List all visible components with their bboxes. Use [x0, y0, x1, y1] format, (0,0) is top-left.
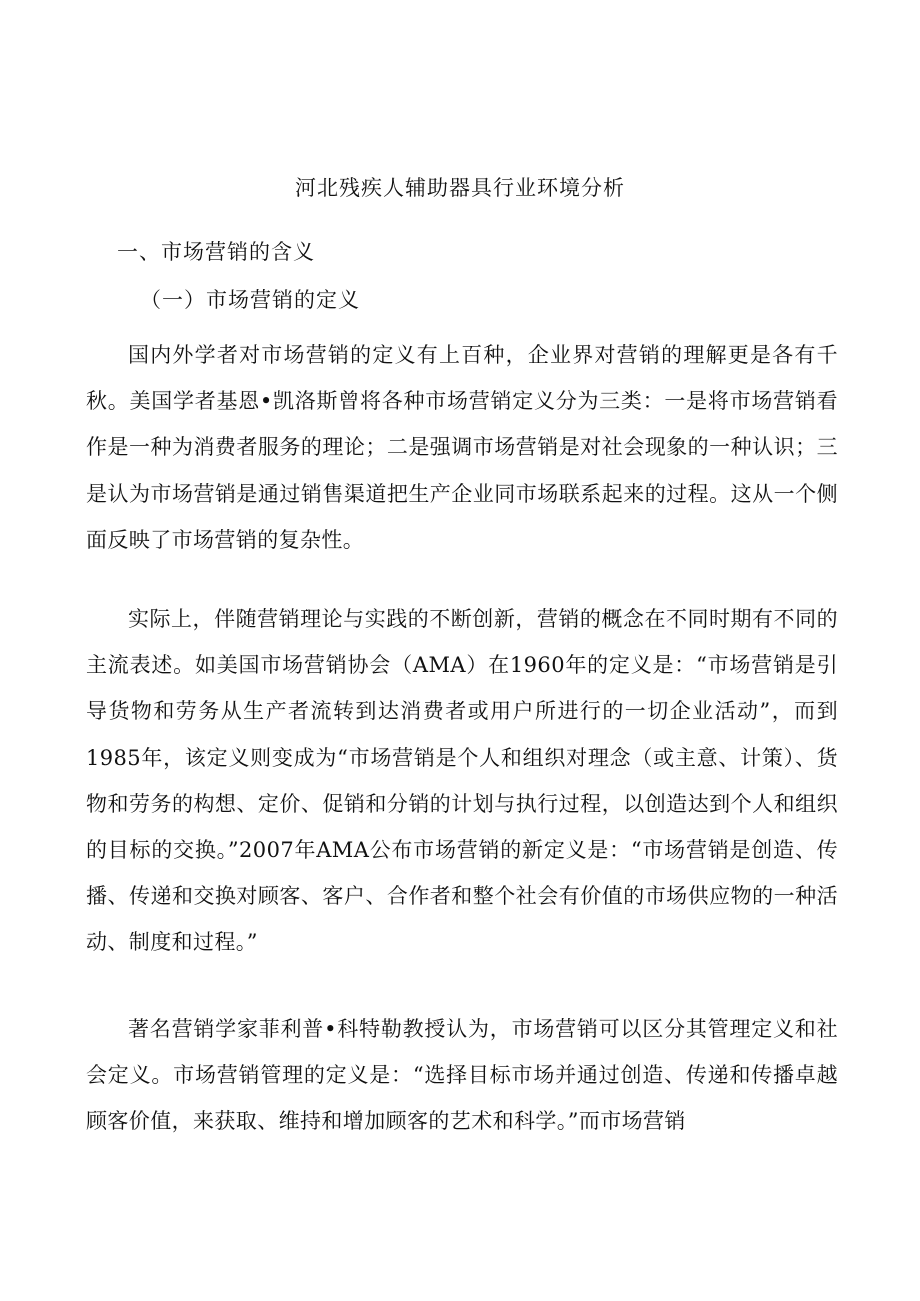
- paragraph-2: 实际上，伴随营销理论与实践的不断创新，营销的概念在不同时期有不同的主流表述。如美国市场营销协会（AMA）在1960年的定义是：“市场营销是引导货物和劳务从生产者流转到达消费者或用户所进行的一切企业活动”，而到1985年，该定义则变成为“市场营销是个人和组织对理念（或主意、计策）、货物和劳务的构想、定价、促销和分销的计划与执行过程，以创造达到个人和组织的目标的交换。”2007年AMA公布市场营销的新定义是：“市场营销是创造、传播、传递和交换对顾客、客户、合作者和整个社会有价值的市场供应物的一种活动、制度和过程。”: [86, 607, 838, 955]
- subsection-heading: （一）市场营销的定义: [140, 288, 360, 312]
- paragraph-1: 国内外学者对市场营销的定义有上百种，企业界对营销的理解更是各有千秋。美国学者基恩•凯洛斯曾将各种市场营销定义分为三类：一是将市场营销看作是一种为消费者服务的理论；二是强调市场营销是对社会现象的一种认识；三是认为市场营销是通过销售渠道把生产企业同市场联系起来的过程。这从一个侧面反映了市场营销的复杂性。: [86, 343, 838, 552]
- section-heading: 一、市场营销的含义: [117, 240, 315, 264]
- document-title: 河北残疾人辅助器具行业环境分析: [295, 176, 625, 200]
- paragraph-3: 著名营销学家菲利普•科特勒教授认为，市场营销可以区分其管理定义和社会定义。市场营销管理的定义是：“选择目标市场并通过创造、传递和传播卓越顾客价值，来获取、维持和增加顾客的艺术和科学。”而市场营销: [86, 1017, 838, 1134]
